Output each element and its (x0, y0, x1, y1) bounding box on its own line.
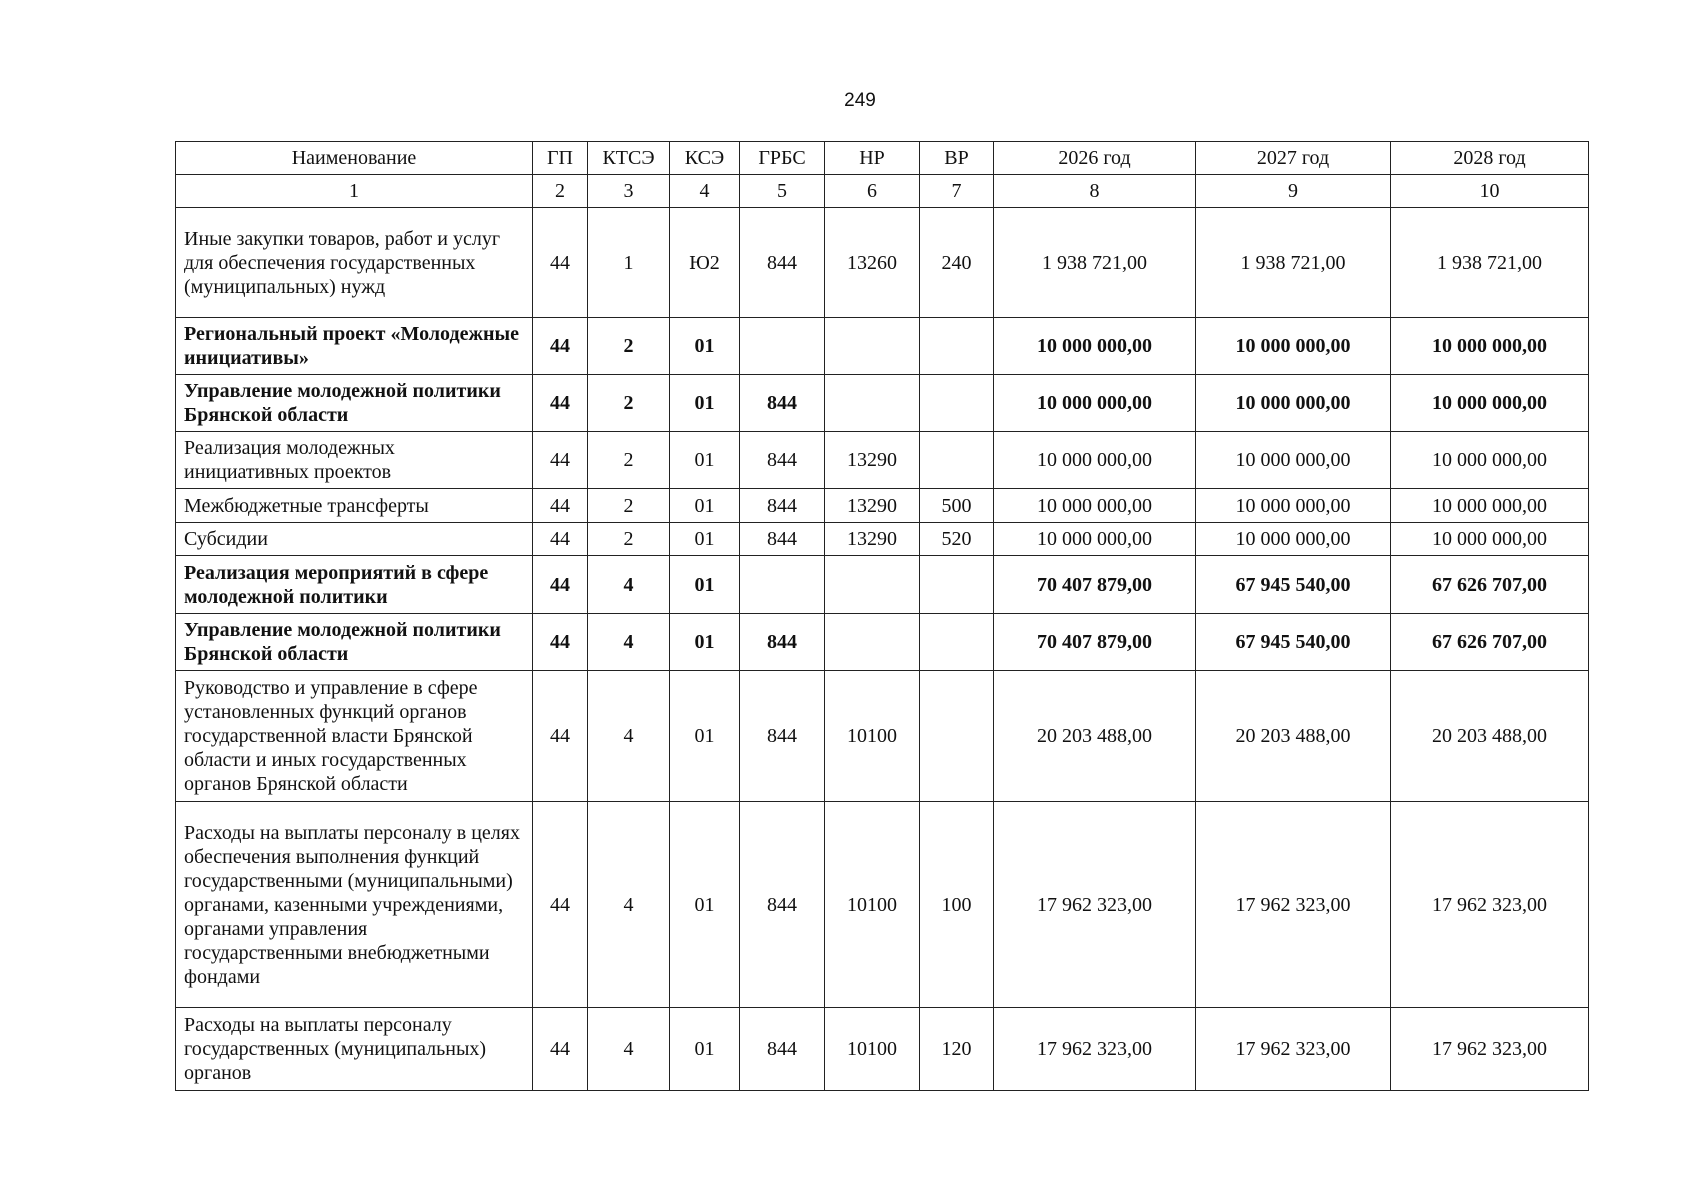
budget-table (175, 141, 1589, 1091)
ktse-cell: 2 (588, 318, 670, 375)
header-cell: Наименование (176, 142, 533, 175)
nr-cell: 10100 (825, 671, 920, 802)
column-number-cell: 6 (825, 175, 920, 208)
vr-cell: 520 (920, 523, 994, 556)
name-cell: Межбюджетные трансферты (176, 489, 533, 523)
column-number-row (176, 175, 1589, 208)
amount-2027-cell: 17 962 323,00 (1196, 1008, 1391, 1091)
amount-2026-cell: 10 000 000,00 (994, 523, 1196, 556)
amount-2028-cell: 10 000 000,00 (1391, 523, 1589, 556)
amount-2026-cell: 10 000 000,00 (994, 489, 1196, 523)
vr-cell (920, 614, 994, 671)
header-cell: 2026 год (994, 142, 1196, 175)
table-row (176, 318, 1589, 375)
amount-2028-cell: 1 938 721,00 (1391, 208, 1589, 318)
vr-cell (920, 432, 994, 489)
amount-2027-cell: 1 938 721,00 (1196, 208, 1391, 318)
amount-2027-cell: 10 000 000,00 (1196, 432, 1391, 489)
column-number-cell: 10 (1391, 175, 1589, 208)
amount-2026-cell: 70 407 879,00 (994, 614, 1196, 671)
kse-cell: 01 (670, 671, 740, 802)
page-number: 249 (844, 90, 876, 111)
gp-cell: 44 (533, 523, 588, 556)
amount-2027-cell: 67 945 540,00 (1196, 614, 1391, 671)
vr-cell (920, 671, 994, 802)
nr-cell: 13290 (825, 523, 920, 556)
amount-2026-cell: 10 000 000,00 (994, 432, 1196, 489)
ktse-cell: 4 (588, 614, 670, 671)
amount-2028-cell: 10 000 000,00 (1391, 375, 1589, 432)
kse-cell: 01 (670, 375, 740, 432)
kse-cell: 01 (670, 523, 740, 556)
amount-2026-cell: 20 203 488,00 (994, 671, 1196, 802)
kse-cell: 01 (670, 432, 740, 489)
amount-2027-cell: 10 000 000,00 (1196, 523, 1391, 556)
nr-cell (825, 556, 920, 614)
header-cell: ГП (533, 142, 588, 175)
header-row (176, 142, 1589, 175)
name-cell: Субсидии (176, 523, 533, 556)
gp-cell: 44 (533, 802, 588, 1008)
name-cell: Региональный проект «Молодежные инициативы» (176, 318, 533, 375)
table-row (176, 1008, 1589, 1091)
grbs-cell: 844 (740, 432, 825, 489)
name-cell: Расходы на выплаты персоналу государственных (муниципальных) органов (176, 1008, 533, 1091)
ktse-cell: 2 (588, 375, 670, 432)
vr-cell (920, 556, 994, 614)
gp-cell: 44 (533, 489, 588, 523)
column-number-cell: 5 (740, 175, 825, 208)
grbs-cell: 844 (740, 523, 825, 556)
gp-cell: 44 (533, 375, 588, 432)
vr-cell: 240 (920, 208, 994, 318)
amount-2027-cell: 67 945 540,00 (1196, 556, 1391, 614)
table-body (176, 208, 1589, 1091)
grbs-cell: 844 (740, 1008, 825, 1091)
amount-2028-cell: 10 000 000,00 (1391, 318, 1589, 375)
gp-cell: 44 (533, 432, 588, 489)
amount-2026-cell: 17 962 323,00 (994, 802, 1196, 1008)
header-cell: 2027 год (1196, 142, 1391, 175)
grbs-cell (740, 556, 825, 614)
amount-2026-cell: 10 000 000,00 (994, 375, 1196, 432)
amount-2028-cell: 20 203 488,00 (1391, 671, 1589, 802)
grbs-cell (740, 318, 825, 375)
name-cell: Реализация молодежных инициативных проектов (176, 432, 533, 489)
kse-cell: 01 (670, 614, 740, 671)
nr-cell: 13290 (825, 489, 920, 523)
ktse-cell: 4 (588, 671, 670, 802)
kse-cell: 01 (670, 489, 740, 523)
amount-2028-cell: 67 626 707,00 (1391, 556, 1589, 614)
amount-2028-cell: 17 962 323,00 (1391, 802, 1589, 1008)
nr-cell: 10100 (825, 1008, 920, 1091)
vr-cell: 120 (920, 1008, 994, 1091)
ktse-cell: 4 (588, 556, 670, 614)
amount-2027-cell: 10 000 000,00 (1196, 318, 1391, 375)
gp-cell: 44 (533, 671, 588, 802)
kse-cell: Ю2 (670, 208, 740, 318)
column-number-cell: 4 (670, 175, 740, 208)
nr-cell (825, 375, 920, 432)
nr-cell: 13260 (825, 208, 920, 318)
amount-2027-cell: 17 962 323,00 (1196, 802, 1391, 1008)
header-cell: КСЭ (670, 142, 740, 175)
table-row (176, 489, 1589, 523)
table-row (176, 671, 1589, 802)
grbs-cell: 844 (740, 208, 825, 318)
nr-cell: 13290 (825, 432, 920, 489)
grbs-cell: 844 (740, 375, 825, 432)
grbs-cell: 844 (740, 489, 825, 523)
ktse-cell: 1 (588, 208, 670, 318)
table-row (176, 208, 1589, 318)
table-row (176, 802, 1589, 1008)
kse-cell: 01 (670, 802, 740, 1008)
name-cell: Управление молодежной политики Брянской области (176, 375, 533, 432)
amount-2028-cell: 10 000 000,00 (1391, 432, 1589, 489)
name-cell: Расходы на выплаты персоналу в целях обеспечения выполнения функций государственными (муниципальными) органами, казенными учреждениями, органами управления государственными внебюджетными фондами (176, 802, 533, 1008)
gp-cell: 44 (533, 208, 588, 318)
amount-2027-cell: 20 203 488,00 (1196, 671, 1391, 802)
nr-cell (825, 614, 920, 671)
header-cell: НР (825, 142, 920, 175)
ktse-cell: 4 (588, 1008, 670, 1091)
name-cell: Руководство и управление в сфере установленных функций органов государственной власти Брянской области и иных государственных органов Брянской области (176, 671, 533, 802)
name-cell: Управление молодежной политики Брянской области (176, 614, 533, 671)
amount-2028-cell: 10 000 000,00 (1391, 489, 1589, 523)
amount-2026-cell: 17 962 323,00 (994, 1008, 1196, 1091)
gp-cell: 44 (533, 318, 588, 375)
name-cell: Реализация мероприятий в сфере молодежной политики (176, 556, 533, 614)
table-row (176, 614, 1589, 671)
column-number-cell: 8 (994, 175, 1196, 208)
nr-cell (825, 318, 920, 375)
column-number-cell: 7 (920, 175, 994, 208)
header-cell: ГРБС (740, 142, 825, 175)
ktse-cell: 4 (588, 802, 670, 1008)
amount-2028-cell: 67 626 707,00 (1391, 614, 1589, 671)
name-cell: Иные закупки товаров, работ и услуг для обеспечения государственных (муниципальных) нужд (176, 208, 533, 318)
kse-cell: 01 (670, 318, 740, 375)
header-cell: КТСЭ (588, 142, 670, 175)
header-cell: ВР (920, 142, 994, 175)
header-cell: 2028 год (1391, 142, 1589, 175)
kse-cell: 01 (670, 1008, 740, 1091)
grbs-cell: 844 (740, 614, 825, 671)
table-row (176, 375, 1589, 432)
gp-cell: 44 (533, 614, 588, 671)
amount-2028-cell: 17 962 323,00 (1391, 1008, 1589, 1091)
vr-cell: 100 (920, 802, 994, 1008)
gp-cell: 44 (533, 1008, 588, 1091)
nr-cell: 10100 (825, 802, 920, 1008)
vr-cell: 500 (920, 489, 994, 523)
table-row (176, 523, 1589, 556)
ktse-cell: 2 (588, 432, 670, 489)
gp-cell: 44 (533, 556, 588, 614)
column-number-cell: 9 (1196, 175, 1391, 208)
ktse-cell: 2 (588, 489, 670, 523)
amount-2026-cell: 1 938 721,00 (994, 208, 1196, 318)
vr-cell (920, 375, 994, 432)
column-number-cell: 2 (533, 175, 588, 208)
grbs-cell: 844 (740, 671, 825, 802)
kse-cell: 01 (670, 556, 740, 614)
amount-2026-cell: 10 000 000,00 (994, 318, 1196, 375)
column-number-cell: 1 (176, 175, 533, 208)
ktse-cell: 2 (588, 523, 670, 556)
amount-2026-cell: 70 407 879,00 (994, 556, 1196, 614)
amount-2027-cell: 10 000 000,00 (1196, 489, 1391, 523)
grbs-cell: 844 (740, 802, 825, 1008)
vr-cell (920, 318, 994, 375)
table-row (176, 556, 1589, 614)
column-number-cell: 3 (588, 175, 670, 208)
table-row (176, 432, 1589, 489)
amount-2027-cell: 10 000 000,00 (1196, 375, 1391, 432)
